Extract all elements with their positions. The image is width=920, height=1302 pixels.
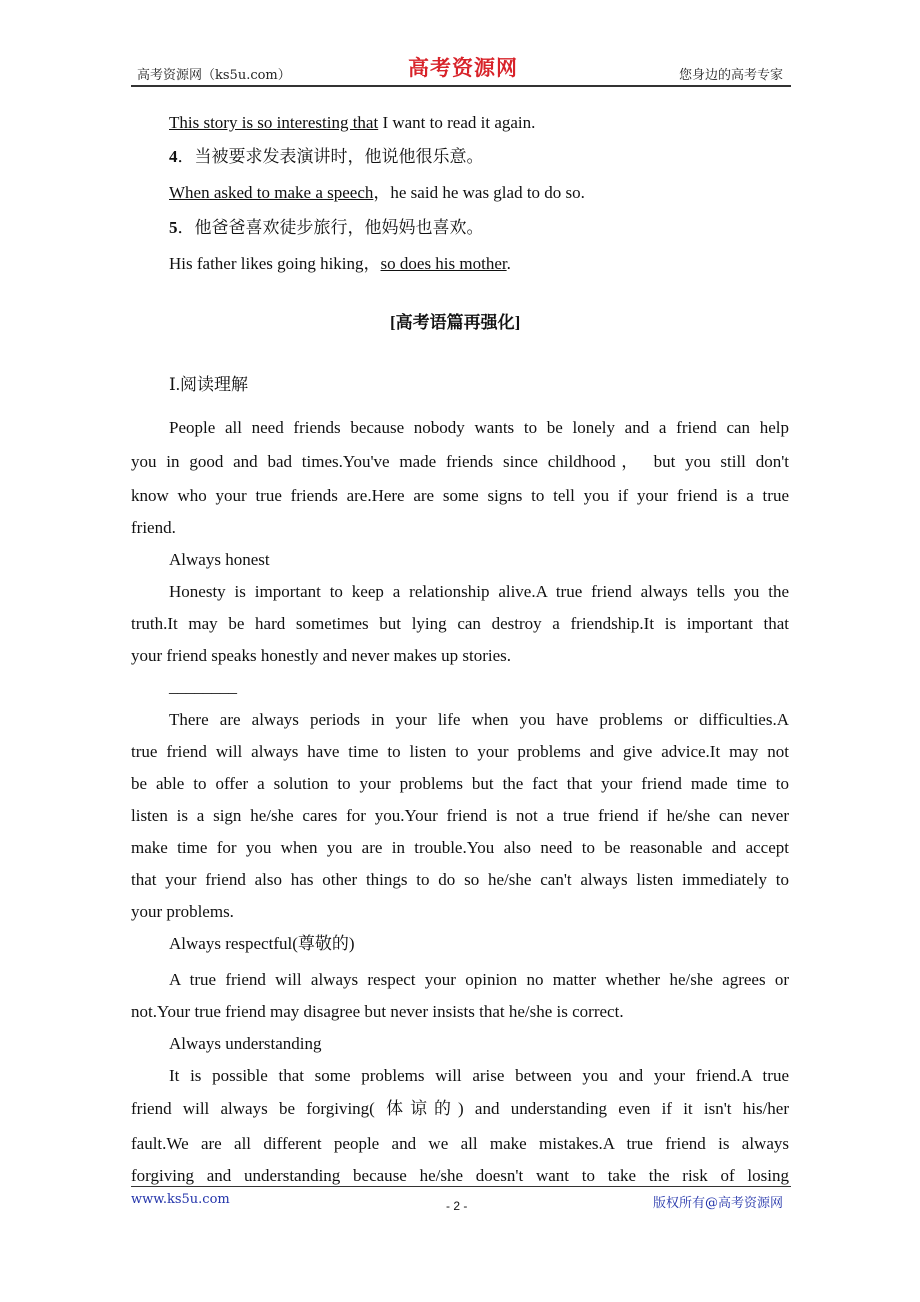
- answer-text: This story is so interesting that: [169, 113, 379, 132]
- text-segment: not.Your true friend may disagree but never insists that he/she is correct.: [131, 1002, 624, 1021]
- text-segment: that your friend also has other things to do so he/she can't always listen immediately to: [131, 870, 789, 889]
- text-segment: your friend speaks honestly and never makes up stories.: [131, 646, 512, 665]
- text-line: [131, 486, 789, 506]
- footer-rule: [131, 1186, 791, 1187]
- text-line: [169, 582, 789, 602]
- text-segment: forgiving and understanding because he/she doesn't want to take the risk of losing: [131, 1166, 789, 1185]
- text-segment: ．当被要求发表演讲时，他说他很乐意。: [177, 147, 484, 166]
- text-line: [131, 742, 789, 762]
- text-line: [169, 970, 789, 990]
- text-line: [169, 218, 484, 238]
- text-segment: It is possible that some problems will arise between you and your friend.A true: [169, 1066, 789, 1085]
- header-right: 您身边的高考专家: [678, 68, 783, 83]
- text-line: [131, 870, 789, 890]
- text-segment: A true friend will always respect your opinion no matter whether he/she agrees or: [169, 970, 789, 989]
- header-left: 高考资源网（ks5u.com）: [137, 68, 291, 83]
- text-segment: your problems.: [131, 902, 234, 921]
- footer-copyright: 版权所有@高考资源网: [652, 1196, 783, 1211]
- text-segment: Always understanding: [169, 1034, 322, 1053]
- text-segment: fault.We are all different people and we all make mistakes.A true friend is always: [131, 1134, 789, 1153]
- text-segment: Always respectful(尊敬的): [169, 934, 355, 953]
- text-line: [169, 147, 484, 167]
- text-line: [169, 113, 535, 133]
- text-segment: Honesty is important to keep a relationship alive.A true friend always tells you the: [169, 582, 789, 601]
- text-line: [169, 1066, 789, 1086]
- text-line: [131, 774, 789, 794]
- text-segment: be able to offer a solution to your problems but the fact that your friend made time to: [131, 774, 789, 793]
- text-line: [131, 518, 176, 538]
- site-logo: 高考资源网: [408, 55, 518, 80]
- text-segment: truth.It may be hard sometimes but lying can destroy a friendship.It is important that: [131, 614, 789, 633]
- text-segment: true friend will always have time to listen to your problems and give advice.It may not: [131, 742, 789, 761]
- text-segment: There are always periods in your life when you have problems or difficulties.A: [169, 710, 789, 729]
- text-line: [169, 418, 789, 438]
- text-line: [169, 934, 355, 954]
- text-line: [169, 183, 585, 203]
- text-line: [169, 710, 789, 730]
- text-line: [131, 646, 511, 666]
- text-segment: Ⅰ.阅读理解: [169, 375, 248, 394]
- text-line: [131, 1002, 624, 1022]
- text-line: [131, 614, 789, 634]
- header-rule: [131, 85, 791, 87]
- text-line: [131, 1134, 789, 1154]
- text-line: [131, 1099, 789, 1119]
- text-segment: listen is a sign he/she cares for you.Your friend is not a true friend if he/she can never: [131, 806, 789, 825]
- text-segment: People all need friends because nobody wants to be lonely and a friend can help: [169, 418, 789, 437]
- text-segment: make time for you when you are in trouble.You also need to be reasonable and accept: [131, 838, 789, 857]
- text-segment: His father likes going hiking，: [169, 254, 381, 273]
- text-segment: Always honest: [169, 550, 270, 569]
- answer-text: When asked to make a speech: [169, 183, 374, 202]
- text-line: [169, 677, 237, 697]
- text-line: [131, 1166, 789, 1186]
- answer-text: so does his mother: [380, 254, 507, 273]
- text-line: [169, 550, 270, 570]
- text-segment: you in good and bad times.You've made friends since childhood， but you still don't: [131, 452, 789, 471]
- page-number: - 2 -: [446, 1199, 468, 1213]
- text-segment: friend will always be forgiving( 体谅的) and understanding even if it isn't his/her: [131, 1099, 789, 1118]
- text-line: [169, 375, 248, 395]
- footer-link[interactable]: www.ks5u.com: [131, 1192, 230, 1207]
- text-line: [131, 806, 789, 826]
- text-segment: 5: [169, 218, 178, 237]
- text-segment: .: [506, 254, 511, 273]
- text-line: [131, 902, 234, 922]
- text-line: [390, 313, 520, 333]
- text-line: [169, 1034, 322, 1054]
- text-segment: know who your true friends are.Here are some signs to tell you if your friend is a true: [131, 486, 789, 505]
- text-segment: I want to read it again.: [378, 113, 536, 132]
- text-line: [169, 254, 511, 274]
- text-segment: [高考语篇再强化]: [390, 313, 521, 332]
- text-segment: ．他爸爸喜欢徒步旅行，他妈妈也喜欢。: [177, 218, 484, 237]
- text-segment: 4: [169, 147, 178, 166]
- text-segment: ，he said he was glad to do so.: [373, 183, 585, 202]
- text-line: [131, 452, 789, 472]
- text-segment: ________: [169, 677, 237, 696]
- text-segment: friend.: [131, 518, 176, 537]
- text-line: [131, 838, 789, 858]
